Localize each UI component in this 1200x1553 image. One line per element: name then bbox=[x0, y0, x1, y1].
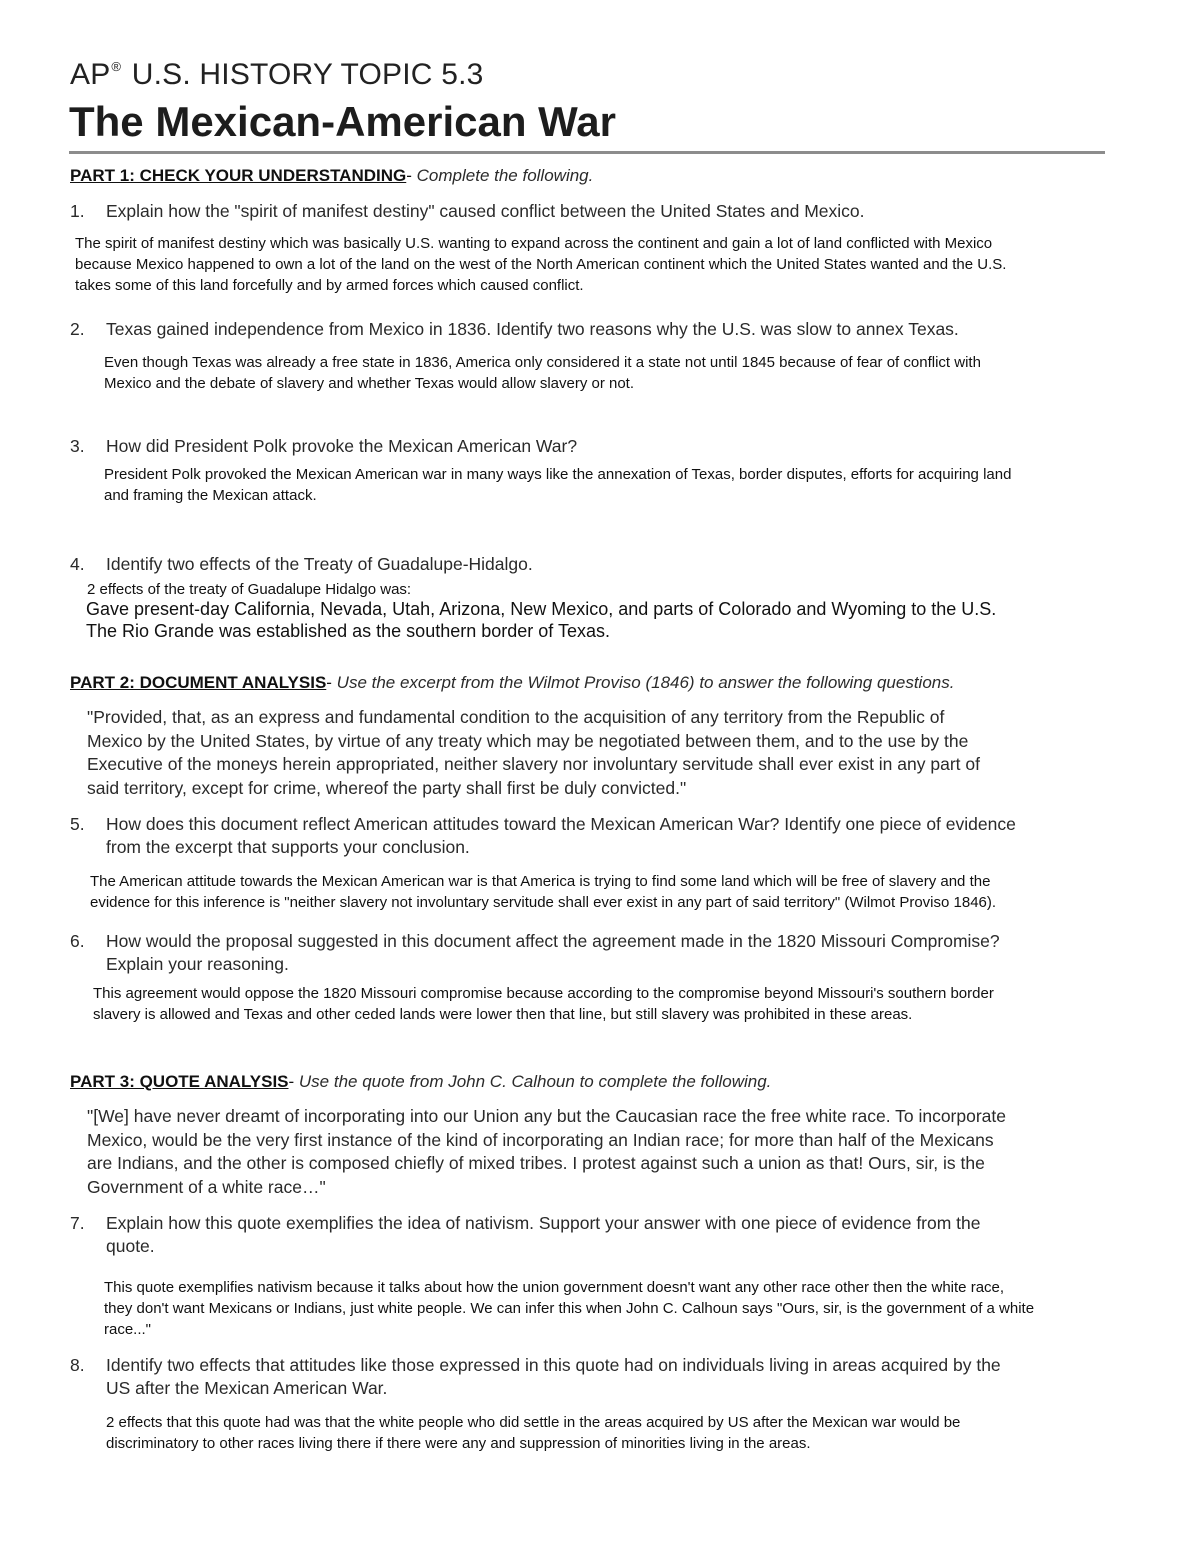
answer-3 bbox=[104, 464, 1184, 506]
question-text: Explain how the "spirit of manifest destiny" caused conflict between the United States and Mexico. bbox=[106, 201, 865, 221]
quote-line: Government of a white race…" bbox=[87, 1176, 326, 1197]
answer-line: Even though Texas was already a free state in 1836, America only considered it a state not until 1845 because of fear of conflict with bbox=[104, 354, 981, 371]
part3-label: PART 3: QUOTE ANALYSIS bbox=[70, 1072, 289, 1091]
excerpt-line: "Provided, that, as an express and fundamental condition to the acquisition of any territory from the Republic of bbox=[87, 707, 945, 727]
answer-line: The American attitude towards the Mexican American war is that America is trying to find some land which will be free of slavery and the bbox=[90, 873, 991, 890]
answer-line: race..." bbox=[104, 1321, 152, 1338]
answer-6 bbox=[93, 983, 1183, 1025]
question-text-block bbox=[106, 1212, 981, 1258]
question-text: Identify two effects of the Treaty of Guadalupe-Hidalgo. bbox=[106, 554, 533, 574]
excerpt-line: said territory, except for crime, whereof the party shall first be duly convicted." bbox=[87, 777, 687, 798]
answer-line: slavery is allowed and Texas and other ceded lands were lower then that line, but still slavery was prohibited in these areas. bbox=[93, 1006, 913, 1023]
question-number: 4. bbox=[70, 554, 85, 574]
part2-heading bbox=[70, 673, 954, 693]
answer-line: 2 effects that this quote had was that the white people who did settle in the areas acquired by US after the Mexican war would be bbox=[106, 1414, 961, 1431]
kicker-prefix: AP bbox=[70, 58, 111, 91]
part3-instruction: Use the quote from John C. Calhoun to complete the following. bbox=[298, 1072, 772, 1091]
question-8 bbox=[70, 1354, 1160, 1402]
page-title: The Mexican-American War bbox=[69, 98, 616, 145]
question-line: Explain how this quote exemplifies the idea of nativism. Support your answer with one piece of evidence from the bbox=[106, 1213, 981, 1233]
answer-7 bbox=[104, 1277, 1194, 1340]
question-number: 2. bbox=[70, 319, 85, 339]
question-number: 7. bbox=[70, 1213, 85, 1233]
question-number: 6. bbox=[70, 931, 85, 951]
answer-line: and framing the Mexican attack. bbox=[104, 487, 317, 504]
answer-line: The spirit of manifest destiny which was basically U.S. wanting to expand across the continent and gain a lot of land conflicted with Mexico bbox=[75, 235, 993, 252]
question-text: How did President Polk provoke the Mexican American War? bbox=[106, 436, 578, 456]
question-line: from the excerpt that supports your conclusion. bbox=[106, 837, 470, 857]
quote-line: "[We] have never dreamt of incorporating into our Union any but the Caucasian race the free white race. To incorporate bbox=[87, 1106, 1006, 1126]
question-text-block bbox=[106, 930, 1000, 976]
excerpt-line: Executive of the moneys herein appropriated, neither slavery nor involuntary servitude shall ever exist in any part of bbox=[87, 754, 980, 774]
excerpt-line: Mexico by the United States, by virtue of any treaty which may be negotiated between them, and to the use by the bbox=[87, 730, 969, 751]
question-number: 1. bbox=[70, 201, 85, 221]
part1-instruction: Complete the following. bbox=[416, 166, 594, 185]
answer-line: President Polk provoked the Mexican American war in many ways like the annexation of Texas, border disputes, efforts for acquiring land bbox=[104, 466, 1012, 483]
answer-1 bbox=[75, 233, 1175, 296]
answer-line: takes some of this land forcefully and by armed forces which caused conflict. bbox=[75, 277, 584, 294]
answer-4-intro: 2 effects of the treaty of Guadalupe Hidalgo was: bbox=[87, 581, 412, 598]
answer-line: they don't want Mexicans or Indians, just white people. We can infer this when John C. Calhoun says "Ours, sir, is the government of a white bbox=[104, 1300, 1035, 1317]
question-line: quote. bbox=[106, 1236, 155, 1256]
question-1 bbox=[70, 200, 1120, 225]
answer-5 bbox=[90, 871, 1190, 913]
kicker-text: U.S. HISTORY TOPIC 5.3 bbox=[131, 58, 484, 91]
quote-line: Mexico, would be the very first instance of the kind of incorporating an Indian race; for more than half of the Mexicans bbox=[87, 1129, 994, 1150]
part2-label: PART 2: DOCUMENT ANALYSIS bbox=[70, 673, 327, 692]
part1-label: PART 1: CHECK YOUR UNDERSTANDING bbox=[70, 166, 407, 185]
question-5 bbox=[70, 813, 1160, 861]
question-line: How would the proposal suggested in this document affect the agreement made in the 1820 Missouri Compromise? bbox=[106, 931, 1000, 951]
part2-instruction: Use the excerpt from the Wilmot Proviso (1846) to answer the following questions. bbox=[336, 673, 955, 692]
part2-dash: - bbox=[326, 673, 337, 692]
answer-line: discriminatory to other races living there if there were any and suppression of minorities living in the areas. bbox=[106, 1435, 811, 1452]
answer-line: evidence for this inference is "neither slavery not involuntary servitude shall ever exist in any part of said territory" (Wilmot Proviso 1846). bbox=[90, 894, 997, 911]
question-text-block bbox=[106, 1354, 1001, 1400]
calhoun-quote bbox=[87, 1105, 1167, 1199]
part3-dash: - bbox=[288, 1072, 299, 1091]
answer-2 bbox=[104, 352, 1174, 394]
answer-line: Mexico and the debate of slavery and whether Texas would allow slavery or not. bbox=[104, 375, 635, 392]
answer-4 bbox=[86, 598, 1176, 642]
wilmot-proviso-excerpt bbox=[87, 706, 1167, 800]
answer-line: This agreement would oppose the 1820 Missouri compromise because according to the compromise beyond Missouri's southern border bbox=[93, 985, 994, 1002]
answer-line: This quote exemplifies nativism because it talks about how the union government doesn't want any other race other then the white race, bbox=[104, 1279, 1005, 1296]
question-6 bbox=[70, 930, 1160, 978]
question-line: Explain your reasoning. bbox=[106, 954, 289, 974]
answer-line: The Rio Grande was established as the southern border of Texas. bbox=[86, 621, 610, 641]
question-text: Texas gained independence from Mexico in 1836. Identify two reasons why the U.S. was slow to annex Texas. bbox=[106, 319, 959, 339]
question-7 bbox=[70, 1212, 1160, 1260]
question-line: How does this document reflect American attitudes toward the Mexican American War? Identify one piece of evidence bbox=[106, 814, 1016, 834]
part3-heading bbox=[70, 1072, 771, 1092]
question-number: 8. bbox=[70, 1355, 85, 1375]
quote-line: are Indians, and the other is composed chiefly of mixed tribes. I protest against such a union as that! Ours, sir, is the bbox=[87, 1153, 985, 1173]
answer-8 bbox=[106, 1412, 1186, 1454]
part1-dash: - bbox=[406, 166, 417, 185]
question-2 bbox=[70, 318, 1120, 343]
answer-line: because Mexico happened to own a lot of the land on the west of the North American continent which the United States wanted and the U.S. bbox=[75, 256, 1007, 273]
topic-kicker bbox=[70, 58, 484, 92]
question-line: Identify two effects that attitudes like those expressed in this quote had on individuals living in areas acquired by the bbox=[106, 1355, 1001, 1375]
answer-line: Gave present-day California, Nevada, Utah, Arizona, New Mexico, and parts of Colorado and Wyoming to the U.S. bbox=[86, 599, 997, 619]
question-text-block bbox=[106, 813, 1016, 859]
question-4 bbox=[70, 553, 1120, 578]
question-line: US after the Mexican American War. bbox=[106, 1378, 388, 1398]
registered-mark: ® bbox=[111, 59, 122, 74]
header-divider bbox=[69, 151, 1105, 154]
question-number: 3. bbox=[70, 436, 85, 456]
question-3 bbox=[70, 435, 1120, 460]
part1-heading bbox=[70, 166, 593, 186]
question-number: 5. bbox=[70, 814, 85, 834]
